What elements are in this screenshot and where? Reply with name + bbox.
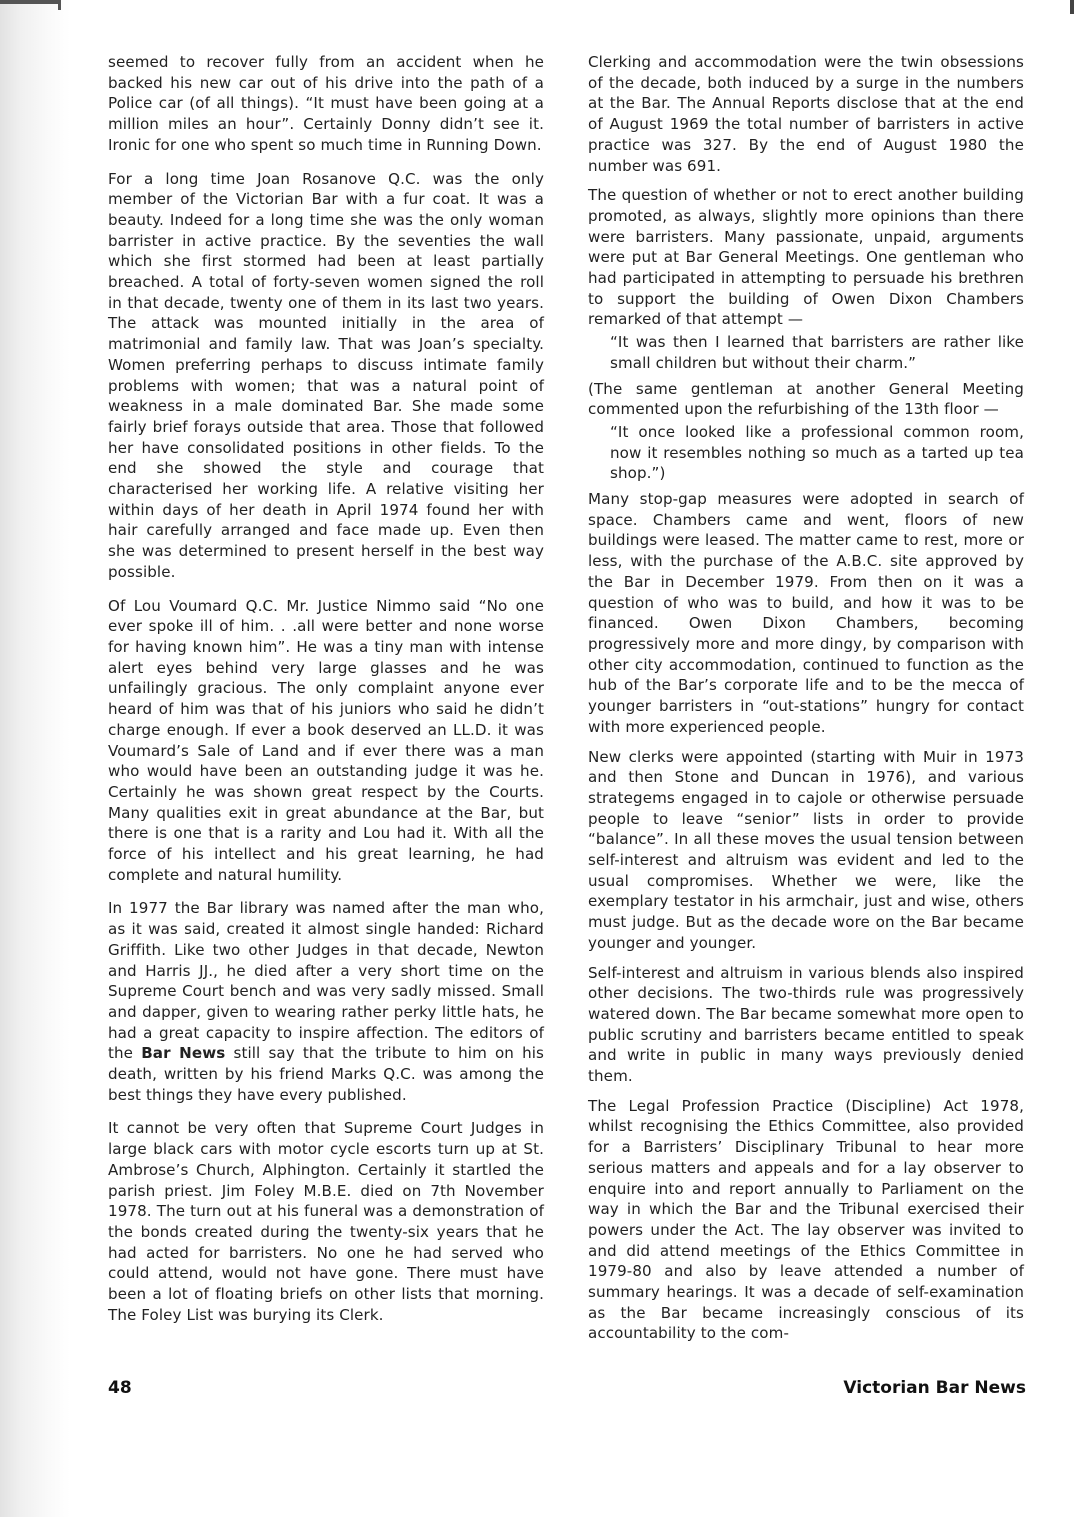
paragraph-new-clerks: New clerks were appointed (starting with Muir in 1973 and then Stone and Duncan in 1976), and various strategems engaged in to cajole or otherwise persuade people to leave “senior” lists in order to provide “balance”. In all these moves the usual tension between self-interest and altruism was evident and led to the usual compromises. Whether we were, like the exemplary testator in his armchair, just and wise, others must judge. But as the decade wore on the Bar became younger and younger. (588, 747, 1024, 952)
scan-corner-tick (58, 0, 61, 10)
paragraph-joan-rosanove: For a long time Joan Rosanove Q.C. was the only member of the Victorian Bar with a fur coat. It was a beauty. Indeed for a long time she was the only woman barrister in active practice. By the seventies the wall which she first stormed had been at least partially breached. A total of forty-seven women signed the roll in that decade, twenty one of them in its last two years. The attack was mounted initially in the area of matrimonial and family law. That was Joan’s specialty. Women preferring perhaps to discuss intimate family problems with women; that was a natural point of weakness in a male dominated Bar. She made some fairly brief forays outside that area. Those that followed her have consolidated positions in other fields. To the end she showed the style and courage that characterised her working life. A relative visiting her within days of her death in April 1974 found her with hair carefully arranged and face made up. Even then she was determined to present herself in the best way possible. (108, 169, 544, 581)
paragraph-building-question: The question of whether or not to erect another building promoted, as always, slightly more opinions than there were barristers. Many passionate, unpaid, arguments were put at Bar General Meetings. One gentleman who had participated in attempting to persuade his brethren to support the building of Owen Dixon Chambers remarked of that attempt — (588, 186, 1024, 329)
page-binding-shadow (0, 0, 70, 1517)
page-number: 48 (108, 1378, 132, 1398)
publication-name: Victorian Bar News (843, 1378, 1026, 1398)
paragraph-lou-voumard: Of Lou Voumard Q.C. Mr. Justice Nimmo said “No one ever spoke ill of him. . .all were better and none worse for having known him”. He was a tiny man with intense alert eyes behind very large glasses and he was unfailingly gracious. The only complaint anyone ever heard of him was that of his juniors who said he didn’t charge enough. If ever a book deserved an LL.D. it was Voumard’s Sale of Land and if ever there was a man who would have been an outstanding judge it was he. Certainly he was shown great respect by the Courts. Many qualities exit in great abundance at the Bar, but there is one that is a rarity and Lou had it. With all the force of his intellect and his great learning, he had complete and natural humility. (108, 596, 544, 884)
paragraph-legal-profession-act: The Legal Profession Practice (Discipline) Act 1978, whilst recognising the Ethics Committee, also provided for a Barristers’ Disciplinary Tribunal to hear more serious matters and appeals and for a lay observer to enquire into and report annually to Parliament on the way in which the Bar and the Tribunal exercised their powers under the Act. The lay observer was invited to and did attend meetings of the Ethics Committee in 1979-80 and also by leave attended a number of summary hearings. It was a decade of self-examination as the Bar became increasingly conscious of its accountability to the com- (588, 1096, 1024, 1343)
bar-news-emphasis: Bar News (141, 1044, 226, 1063)
paragraph-self-interest: Self-interest and altruism in various blends also inspired other decisions. The two-thirds rule was progressively watered down. The Bar became somewhat more open to public scrutiny and barristers became entitled to speak and write in public in many ways previously denied them. (588, 963, 1024, 1086)
paragraph-jim-foley: It cannot be very often that Supreme Court Judges in large black cars with motor cycle escorts turn up at St. Ambrose’s Church, Alphington. Certainly it startled the parish priest. Jim Foley M.B.E. died on 7th November 1978. The turn out at his funeral was a demonstration of the bonds created during the twenty-six years that he had acted for barristers. No one he had served who could attend, would not have gone. There must have been a lot of floating briefs on other lists that morning. The Foley List was burying its Clerk. (108, 1119, 544, 1324)
left-column (108, 52, 544, 1334)
quote-tea-shop: “It once looked like a professional common room, now it resembles nothing so much as a tarted up tea shop.”) (610, 422, 1024, 483)
griffith-text-before: In 1977 the Bar library was named after the man who, as it was said, created it almost single handed: Richard Griffith. Like two other Judges in that decade, Newton and Harris JJ., he died after a very short time on the Supreme Court bench and was very sadly missed. Small and dapper, given to wearing rather perky little hats, he had a great capacity to inspire affection. The editors of the (108, 899, 544, 1063)
paragraph-stop-gap: Many stop-gap measures were adopted in search of space. Chambers came and went, floors of new buildings were leased. The matter came to rest, more or less, with the purchase of the A.B.C. site approved by the Bar in December 1979. From then on it was a question of who was to build, and how it was to be financed. Owen Dixon Chambers, becoming progressively more and more dingy, by comparison with other city accommodation, continued to function as the hub of the Bar’s corporate life and to be the mecca of younger barristers in “out-stations” hungry for contact with more experienced people. (588, 490, 1024, 736)
quote-small-children: “It was then I learned that barristers are rather like small children but without their charm.” (610, 333, 1024, 372)
paragraph-13th-floor: (The same gentleman at another General Meeting commented upon the refurbishing of the 13th floor — (588, 379, 1024, 419)
right-column (588, 52, 1024, 1353)
paragraph-richard-griffith (108, 898, 544, 1105)
paragraph-clerking: Clerking and accommodation were the twin obsessions of the decade, both induced by a surge in the numbers at the Bar. The Annual Reports disclose that at the end of August 1969 the total number of barristers in active practice was 327. By the end of August 1980 the number was 691. (588, 53, 1024, 175)
scan-edge-mark (1070, 0, 1074, 14)
scan-corner-mark (0, 0, 58, 4)
paragraph-running-down: seemed to recover fully from an accident when he backed his new car out of his drive into the path of a Police car (of all things). “It must have been going at a million miles an hour”. Certainly Donny didn’t see it. Ironic for one who spent so much time in Running Down. (108, 53, 544, 154)
griffith-text-after: still say that the tribute to him on his death, written by his friend Marks Q.C. was among the best things they have every published. (108, 1044, 544, 1104)
